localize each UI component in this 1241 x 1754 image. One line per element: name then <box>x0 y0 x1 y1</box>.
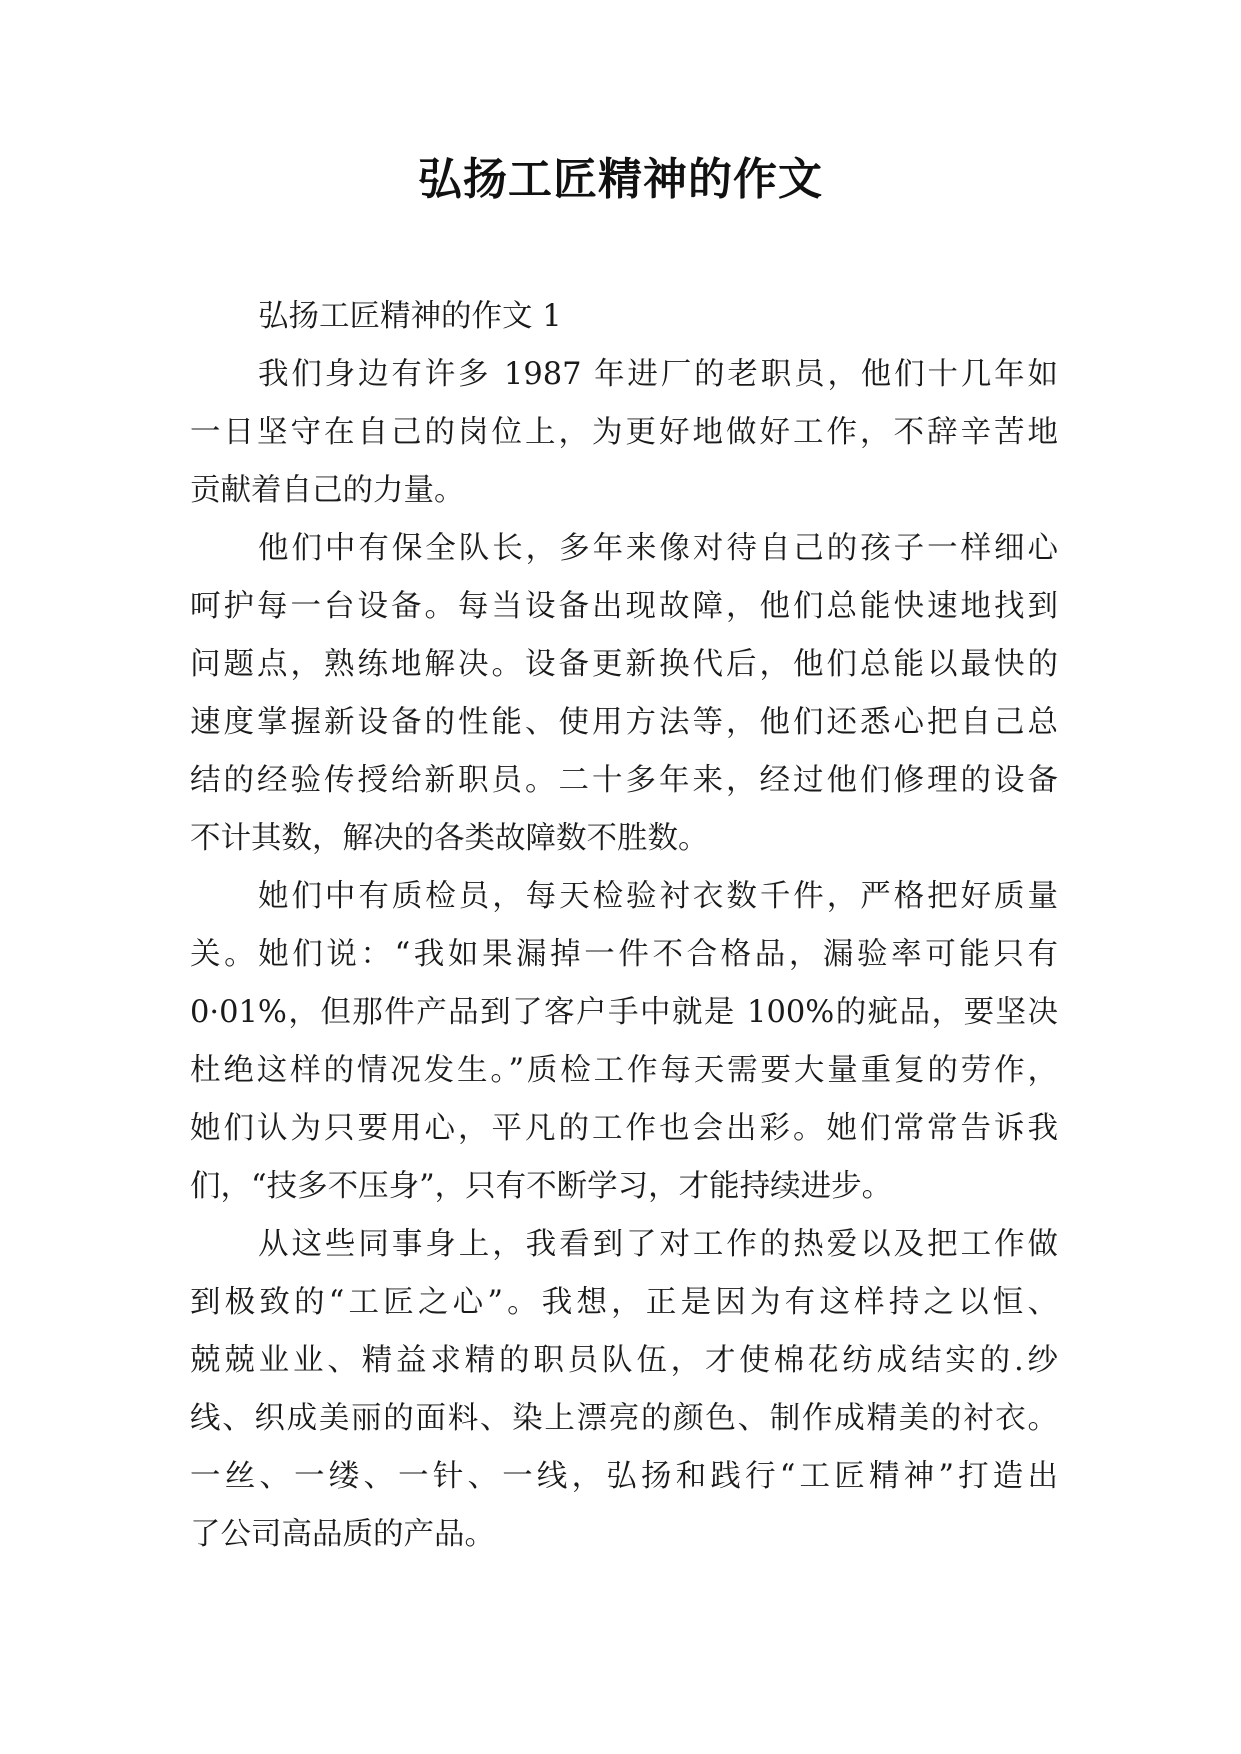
paragraph-line: 问题点，熟练地解决。设备更新换代后，他们总能以最快的 <box>190 647 1058 682</box>
paragraph-line: 她们中有质检员，每天检验衬衣数千件，严格把好质量 <box>258 879 1058 914</box>
paragraph-line: 杜绝这样的情况发生。”质检工作每天需要大量重复的劳作， <box>190 1053 1058 1088</box>
paragraph-line: 了公司高品质的产品。 <box>190 1517 495 1552</box>
paragraph-line: 0·01%，但那件产品到了客户手中就是 100%的疵品，要坚决 <box>190 995 1058 1030</box>
paragraph-line: 们，“技多不压身”，只有不断学习，才能持续进步。 <box>190 1169 893 1204</box>
paragraph-line: 从这些同事身上，我看到了对工作的热爱以及把工作做 <box>258 1227 1058 1262</box>
paragraph-line: 速度掌握新设备的性能、使用方法等，他们还悉心把自己总 <box>190 705 1058 740</box>
paragraph <box>190 346 1058 520</box>
section-heading <box>190 288 1058 346</box>
document-title: 弘扬工匠精神的作文 <box>418 154 823 205</box>
paragraph-line: 线、织成美丽的面料、染上漂亮的颜色、制作成精美的衬衣。 <box>190 1401 1058 1436</box>
document-body <box>190 288 1058 1564</box>
paragraph-line: 结的经验传授给新职员。二十多年来，经过他们修理的设备 <box>190 763 1058 798</box>
paragraph <box>190 1216 1058 1564</box>
paragraph-line: 他们中有保全队长，多年来像对待自己的孩子一样细心 <box>258 531 1058 566</box>
paragraph <box>190 520 1058 868</box>
paragraph <box>190 868 1058 1216</box>
paragraph-line: 兢兢业业、精益求精的职员队伍，才使棉花纺成结实的.纱 <box>190 1343 1058 1378</box>
paragraph-line: 呵护每一台设备。每当设备出现故障，他们总能快速地找到 <box>190 589 1058 624</box>
paragraph-line: 贡献着自己的力量。 <box>190 473 465 508</box>
paragraph-line: 不计其数，解决的各类故障数不胜数。 <box>190 821 709 856</box>
paragraph-line: 她们认为只要用心，平凡的工作也会出彩。她们常常告诉我 <box>190 1111 1058 1146</box>
paragraph-line: 我们身边有许多 1987 年进厂的老职员，他们十几年如 <box>258 357 1058 392</box>
paragraph-line: 关。她们说：“我如果漏掉一件不合格品，漏验率可能只有 <box>190 937 1058 972</box>
paragraph-line: 一日坚守在自己的岗位上，为更好地做好工作，不辞辛苦地 <box>190 415 1058 450</box>
paragraph-line: 到极致的“工匠之心”。我想，正是因为有这样持之以恒、 <box>190 1285 1058 1320</box>
paragraph-line: 一丝、一缕、一针、一线，弘扬和践行“工匠精神”打造出 <box>190 1459 1058 1494</box>
section-heading-line: 弘扬工匠精神的作文 1 <box>258 299 562 334</box>
